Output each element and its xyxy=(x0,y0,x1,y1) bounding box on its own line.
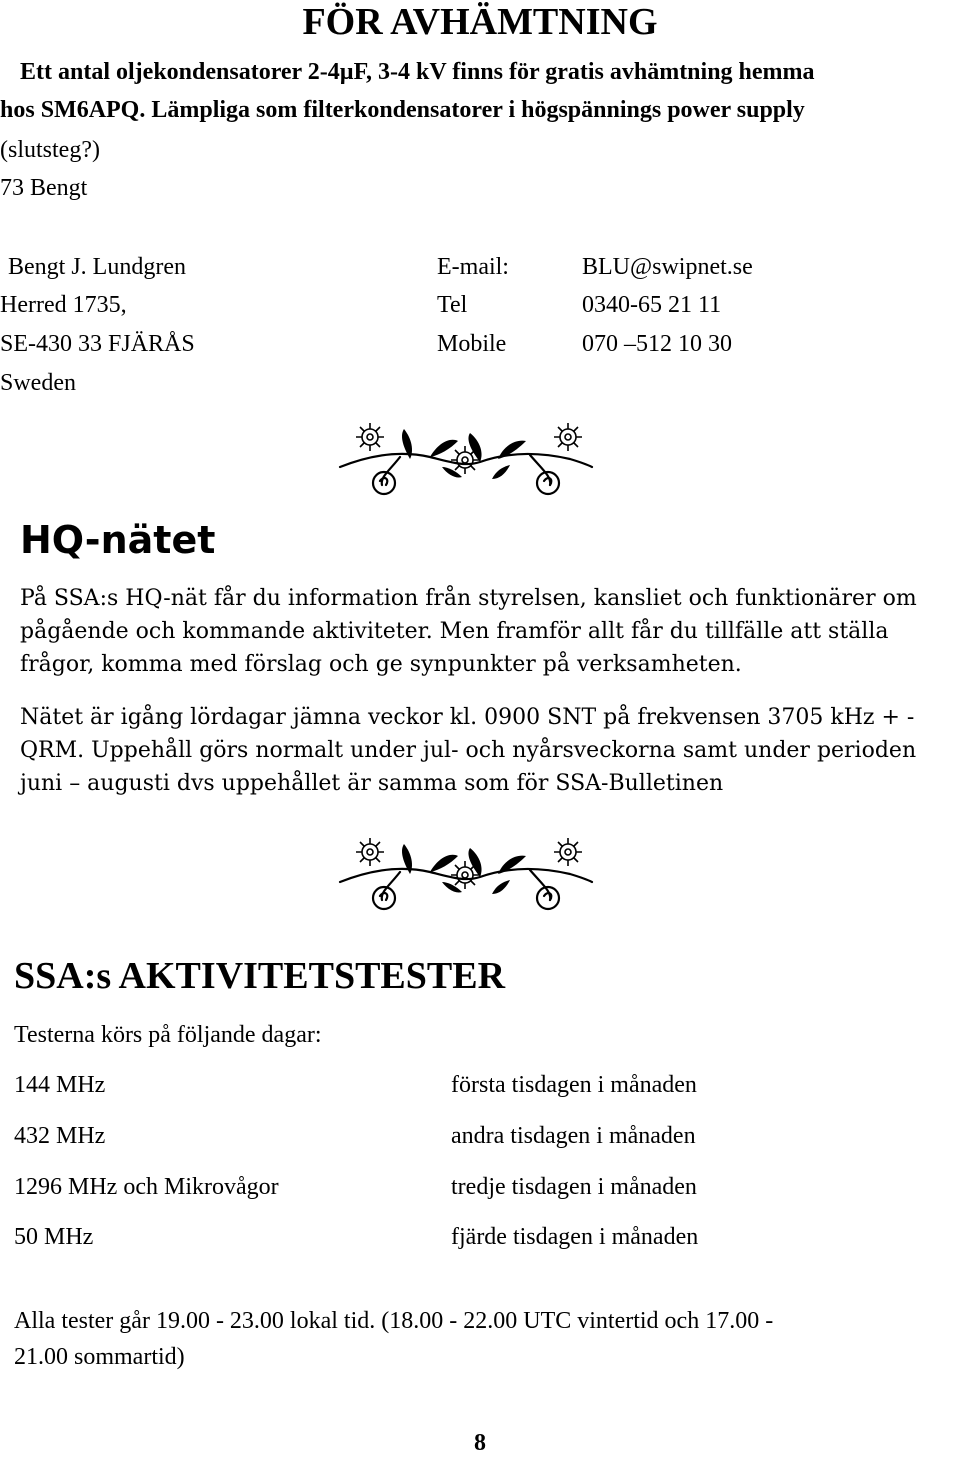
hq-paragraph-2-line-1: Nätet är igång lördagar jämna veckor kl. 0900 SNT på frekvensen 3705 kHz + - xyxy=(20,705,915,730)
tests-band: 50 MHz xyxy=(14,1224,94,1250)
mobile-value: 070 –512 10 30 xyxy=(582,331,732,357)
notice-title: FÖR AVHÄMTNING xyxy=(302,1,658,43)
hq-paragraph-1-line-3: frågor, komma med förslag och ge synpunkter på verksamheten. xyxy=(20,652,742,677)
hq-paragraph-2-line-2: QRM. Uppehåll görs normalt under jul- och nyårsveckorna samt under perioden xyxy=(20,738,917,763)
notice-text-line-1: Ett antal oljekondensatorer 2-4µF, 3-4 kV finns för gratis avhämtning hemma xyxy=(20,59,815,85)
tests-heading: SSA:s AKTIVITETSTESTER xyxy=(14,955,506,997)
contact-country: Sweden xyxy=(0,370,76,396)
hq-paragraph-1-line-2: pågående och kommande aktiviteter. Men framför allt får du tillfälle att ställa xyxy=(20,619,889,644)
floral-ornament-divider-icon xyxy=(330,830,600,915)
tests-intro: Testerna körs på följande dagar: xyxy=(14,1022,322,1048)
tel-value: 0340-65 21 11 xyxy=(582,292,722,318)
contact-name: Bengt J. Lundgren xyxy=(8,254,186,280)
tests-band: 144 MHz xyxy=(14,1072,106,1098)
email-value: BLU@swipnet.se xyxy=(582,254,753,280)
floral-ornament-divider-icon xyxy=(330,415,600,500)
tests-day: tredje tisdagen i månaden xyxy=(451,1174,697,1200)
tests-day: fjärde tisdagen i månaden xyxy=(451,1224,699,1250)
contact-address-1: Herred 1735, xyxy=(0,292,127,318)
notice-signoff: 73 Bengt xyxy=(0,175,88,201)
hq-paragraph-1-line-1: På SSA:s HQ-nät får du information från styrelsen, kansliet och funktionärer om xyxy=(20,586,917,611)
tests-footer-line-1: Alla tester går 19.00 - 23.00 lokal tid. (18.00 - 22.00 UTC vintertid och 17.00 - xyxy=(14,1308,774,1334)
tests-footer-line-2: 21.00 sommartid) xyxy=(14,1344,185,1370)
contact-address-2: SE-430 33 FJÄRÅS xyxy=(0,331,195,357)
page-number: 8 xyxy=(474,1430,486,1456)
email-label: E-mail: xyxy=(437,254,509,280)
notice-text-line-2: hos SM6APQ. Lämpliga som filterkondensatorer i högspännings power supply xyxy=(0,97,805,123)
hq-heading: HQ-nätet xyxy=(20,518,216,562)
tests-day: andra tisdagen i månaden xyxy=(451,1123,696,1149)
mobile-label: Mobile xyxy=(437,331,507,357)
notice-text-line-3: (slutsteg?) xyxy=(0,137,100,163)
hq-paragraph-2-line-3: juni – augusti dvs uppehållet är samma som för SSA-Bulletinen xyxy=(20,771,724,796)
tests-band: 432 MHz xyxy=(14,1123,106,1149)
tests-day: första tisdagen i månaden xyxy=(451,1072,697,1098)
tests-band: 1296 MHz och Mikrovågor xyxy=(14,1174,279,1200)
tel-label: Tel xyxy=(437,292,468,318)
